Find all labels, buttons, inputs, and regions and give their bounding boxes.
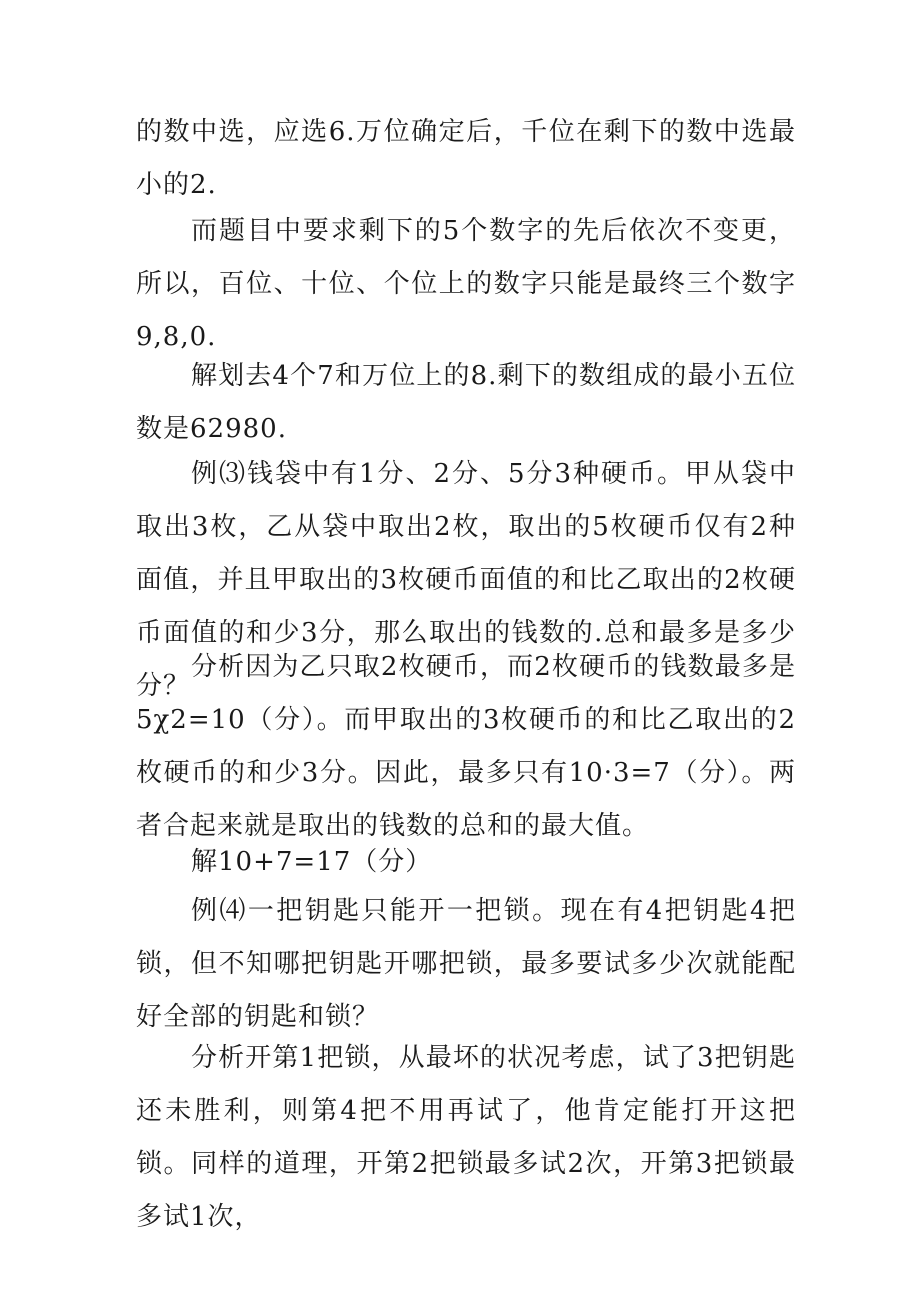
- paragraph-example-3: 例⑶钱袋中有1分、2分、5分3种硬币。甲从袋中取出3枚，乙从袋中取出2枚，取出的5枚硬币仅有2种面值，并且甲取出的3枚硬币面值的和比乙取出的2枚硬币面值的和少3分，那么取出的钱数的.总和最多是多少分？: [136, 459, 796, 701]
- paragraph-hundreds-tens-ones: 而题目中要求剩下的5个数字的先后依次不变更，所以，百位、十位、个位上的数字只能是最终三个数字9,8,0.: [136, 216, 796, 352]
- paragraph-example-4: 例⑷一把钥匙只能开一把锁。现在有4把钥匙4把锁，但不知哪把钥匙开哪把锁，最多要试多少次就能配好全部的钥匙和锁？: [136, 896, 796, 1032]
- paragraph-continuation: 的数中选，应选6.万位确定后，千位在剩下的数中选最小的2.: [136, 117, 796, 200]
- paragraph-analysis-4: 分析开第1把锁，从最坏的状况考虑，试了3把钥匙还未胜利，则第4把不用再试了，他肯定能打开这把锁。同样的道理，开第2把锁最多试2次，开第3把锁最多试1次，: [136, 1043, 796, 1232]
- paragraph-analysis-3: 分析因为乙只取2枚硬币，而2枚硬币的钱数最多是5χ2=10（分）。而甲取出的3枚硬币的和比乙取出的2枚硬币的和少3分。因此，最多只有10·3=7（分）。两者合起来就是取出的钱数的总和的最大值。: [136, 652, 796, 841]
- paragraph-solution-3: 解10+7=17（分）: [191, 847, 433, 877]
- paragraph-solution-1: 解划去4个7和万位上的8.剩下的数组成的最小五位数是62980.: [136, 361, 796, 444]
